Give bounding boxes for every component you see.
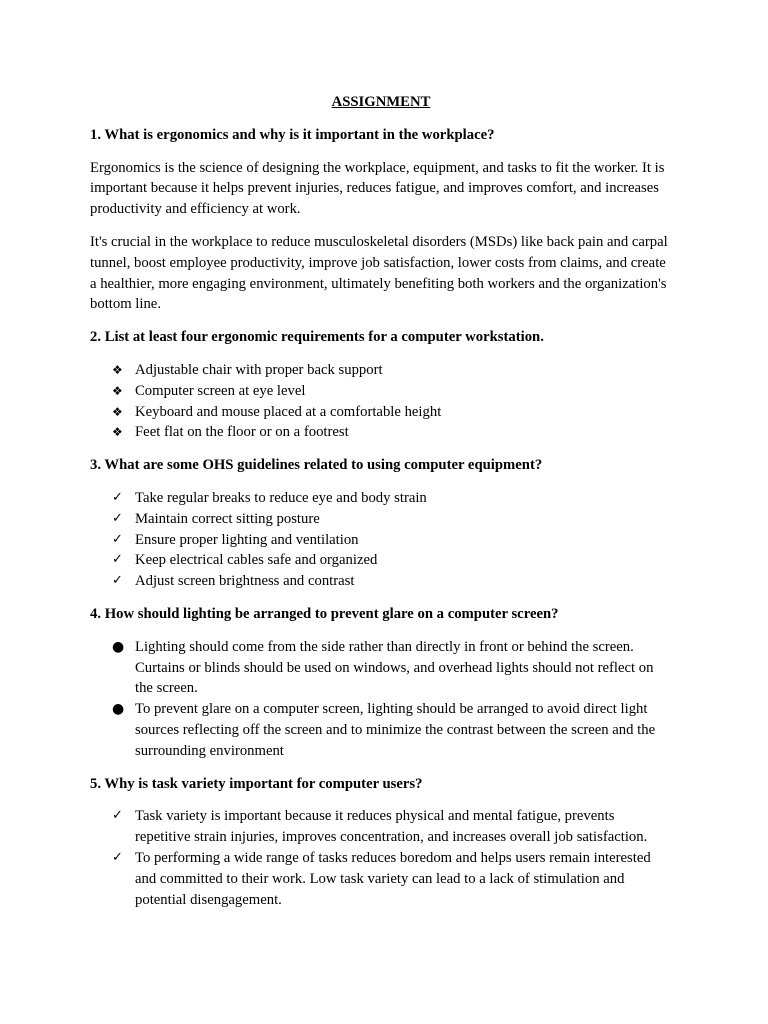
list-item — [90, 806, 672, 848]
ohs-guidelines-list — [90, 488, 672, 592]
checkmark-icon: ✓ — [112, 808, 123, 824]
list-item-text: Adjustable chair with proper back support — [135, 361, 383, 378]
checkmark-icon: ✓ — [112, 510, 123, 526]
question-3-heading: 3. What are some OHS guidelines related to using computer equipment? — [90, 457, 543, 474]
checkmark-icon: ✓ — [112, 573, 123, 589]
list-item — [90, 422, 672, 443]
list-item-text: Adjust screen brightness and contrast — [135, 573, 355, 590]
answer-1-paragraph-1: Ergonomics is the science of designing the workplace, equipment, and tasks to fit the worker. It is important because it helps prevent injuries, reduces fatigue, and improves comfort, and increases productivity and efficiency at work. — [90, 159, 665, 218]
diamond-bullet-icon: ❖ — [112, 362, 123, 377]
task-variety-list — [90, 806, 672, 910]
dot-bullet-icon: ● — [112, 638, 125, 655]
question-5-heading: 5. Why is task variety important for computer users? — [90, 775, 423, 792]
list-item — [90, 381, 672, 402]
checkmark-icon: ✓ — [112, 531, 123, 547]
list-item-text: Keep electrical cables safe and organized — [135, 552, 378, 569]
list-item-text: Computer screen at eye level — [135, 382, 306, 399]
list-item — [90, 848, 672, 910]
diamond-bullet-icon: ❖ — [112, 383, 123, 398]
list-item — [90, 402, 672, 423]
question-1-heading: 1. What is ergonomics and why is it important in the workplace? — [90, 126, 495, 143]
list-item-text: Ensure proper lighting and ventilation — [135, 531, 359, 548]
question-4-heading: 4. How should lighting be arranged to prevent glare on a computer screen? — [90, 605, 559, 622]
diamond-bullet-icon: ❖ — [112, 425, 123, 440]
list-item-text: To prevent glare on a computer screen, lighting should be arranged to avoid direct light sources reflecting off the screen and to minimize the contrast between the screen and the surrounding environment — [135, 701, 656, 759]
question-2-heading: 2. List at least four ergonomic requirements for a computer workstation. — [90, 329, 544, 346]
list-item — [90, 699, 672, 761]
list-item — [90, 488, 672, 509]
list-item-text: Lighting should come from the side rather than directly in front or behind the screen. Curtains or blinds should be used on windows, and overhead lights should not reflect on the screen. — [135, 638, 654, 697]
list-item-text: Maintain correct sitting posture — [135, 510, 320, 527]
document-title: ASSIGNMENT — [331, 94, 431, 110]
list-item — [90, 509, 672, 530]
list-item — [90, 360, 672, 381]
list-item — [90, 571, 672, 592]
diamond-bullet-icon: ❖ — [112, 404, 123, 419]
checkmark-icon: ✓ — [112, 849, 123, 865]
checkmark-icon: ✓ — [112, 552, 123, 568]
list-item-text: Take regular breaks to reduce eye and body strain — [135, 489, 427, 506]
answer-1-paragraph-2: It's crucial in the workplace to reduce musculoskeletal disorders (MSDs) like back pain and carpal tunnel, boost employee productivity, improve job satisfaction, lower costs from claims, and create a healthier, more engaging environment, ultimately benefiting both workers and the organization's bottom line. — [90, 233, 668, 313]
list-item-text: Feet flat on the floor or on a footrest — [135, 424, 349, 441]
list-item-text: Task variety is important because it reduces physical and mental fatigue, prevents repetitive strain injuries, improves concentration, and increases overall job satisfaction. — [135, 808, 648, 846]
list-item-text: To performing a wide range of tasks reduces boredom and helps users remain interested and committed to their work. Low task variety can lead to a lack of stimulation and potential disengagement. — [135, 849, 651, 908]
lighting-arrangement-list — [90, 637, 672, 762]
list-item — [90, 550, 672, 571]
checkmark-icon: ✓ — [112, 489, 123, 505]
list-item — [90, 637, 672, 699]
dot-bullet-icon: ● — [112, 701, 125, 718]
list-item-text: Keyboard and mouse placed at a comfortable height — [135, 403, 442, 420]
list-item — [90, 530, 672, 551]
workstation-requirements-list — [90, 360, 672, 443]
